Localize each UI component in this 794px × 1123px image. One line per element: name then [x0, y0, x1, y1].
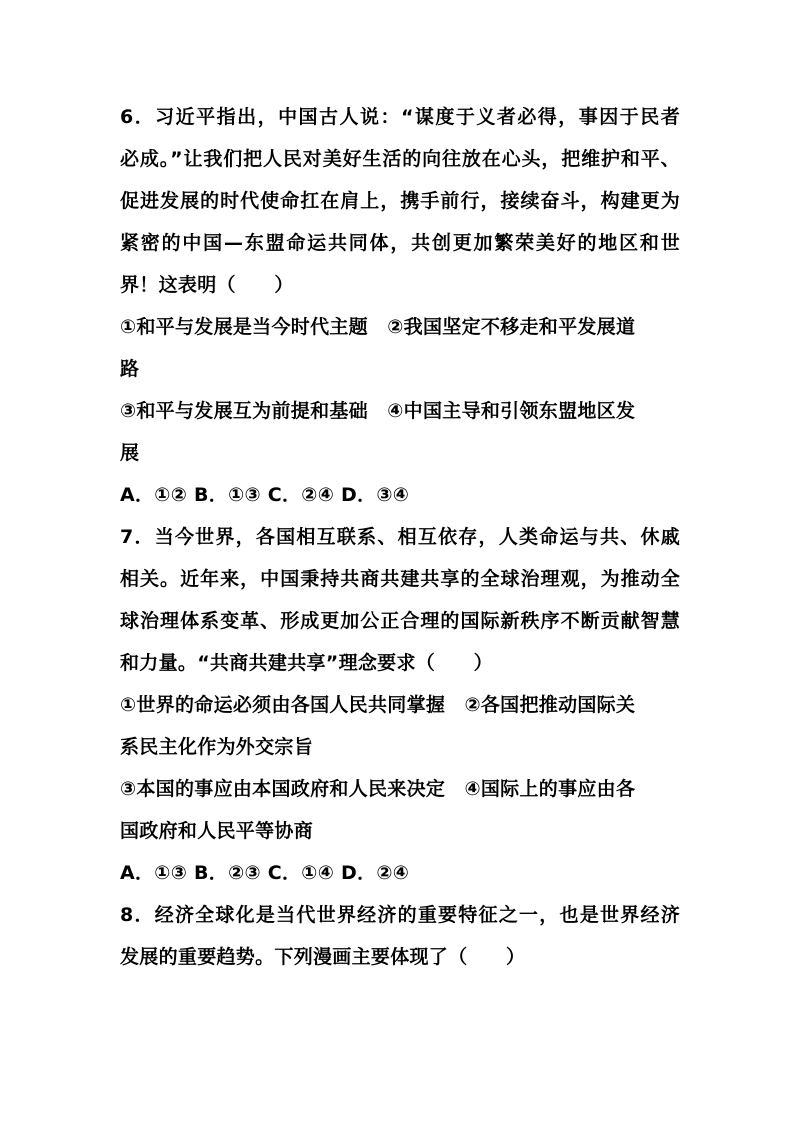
- question-7-option-line-4: 国政府和人民平等协商: [120, 820, 314, 842]
- question-7-option-line-3: ③本国的事应由本国政府和人民来决定 ④国际上的事应由各: [120, 778, 636, 800]
- question-7-stem-line-3: 球治理体系变革、形成更加公正合理的国际新秩序不断贡献智慧: [120, 610, 680, 632]
- question-7-answer-choices: A．①③ B．②③ C．①④ D．②④: [120, 862, 410, 884]
- question-7-stem-line-1: 7．当今世界，各国相互联系、相互依存，人类命运与共、休戚: [120, 526, 680, 548]
- question-6-option-line-1: ①和平与发展是当今时代主题 ②我国坚定不移走和平发展道: [120, 316, 636, 338]
- question-8-stem-line-2: 发展的重要趋势。下列漫画主要体现了（ ）: [120, 946, 526, 968]
- question-7-stem-line-2: 相关。近年来，中国秉持共商共建共享的全球治理观，为推动全: [120, 568, 680, 590]
- question-8-stem-line-1: 8．经济全球化是当代世界经济的重要特征之一，也是世界经济: [120, 904, 680, 926]
- question-7: [120, 516, 680, 894]
- question-7-option-line-2: 系民主化作为外交宗旨: [120, 736, 314, 758]
- question-6-option-line-3: ③和平与发展互为前提和基础 ④中国主导和引领东盟地区发: [120, 400, 636, 422]
- question-6-stem-line-4: 紧密的中国—东盟命运共同体，共创更加繁荣美好的地区和世: [120, 232, 680, 254]
- question-6-option-line-2: 路: [120, 358, 140, 380]
- question-content: [120, 96, 680, 978]
- question-7-option-line-1: ①世界的命运必须由各国人民共同掌握 ②各国把推动国际关: [120, 694, 636, 716]
- question-6-answer-choices: A．①② B．①③ C．②④ D．③④: [120, 484, 410, 506]
- question-7-stem-line-4: 和力量。“共商共建共享”理念要求（ ）: [120, 652, 493, 674]
- question-6-stem-line-1: 6．习近平指出，中国古人说：“谋度于义者必得，事因于民者: [120, 106, 680, 128]
- question-6-stem-line-3: 促进发展的时代使命扛在肩上，携手前行，接续奋斗，构建更为: [120, 190, 680, 212]
- question-6-stem-line-2: 必成。”让我们把人民对美好生活的向往放在心头，把维护和平、: [120, 148, 680, 170]
- question-6-option-line-4: 展: [120, 442, 140, 464]
- question-8: [120, 894, 680, 978]
- question-6-stem-line-5: 界！这表明（ ）: [120, 274, 294, 296]
- question-6: [120, 96, 680, 516]
